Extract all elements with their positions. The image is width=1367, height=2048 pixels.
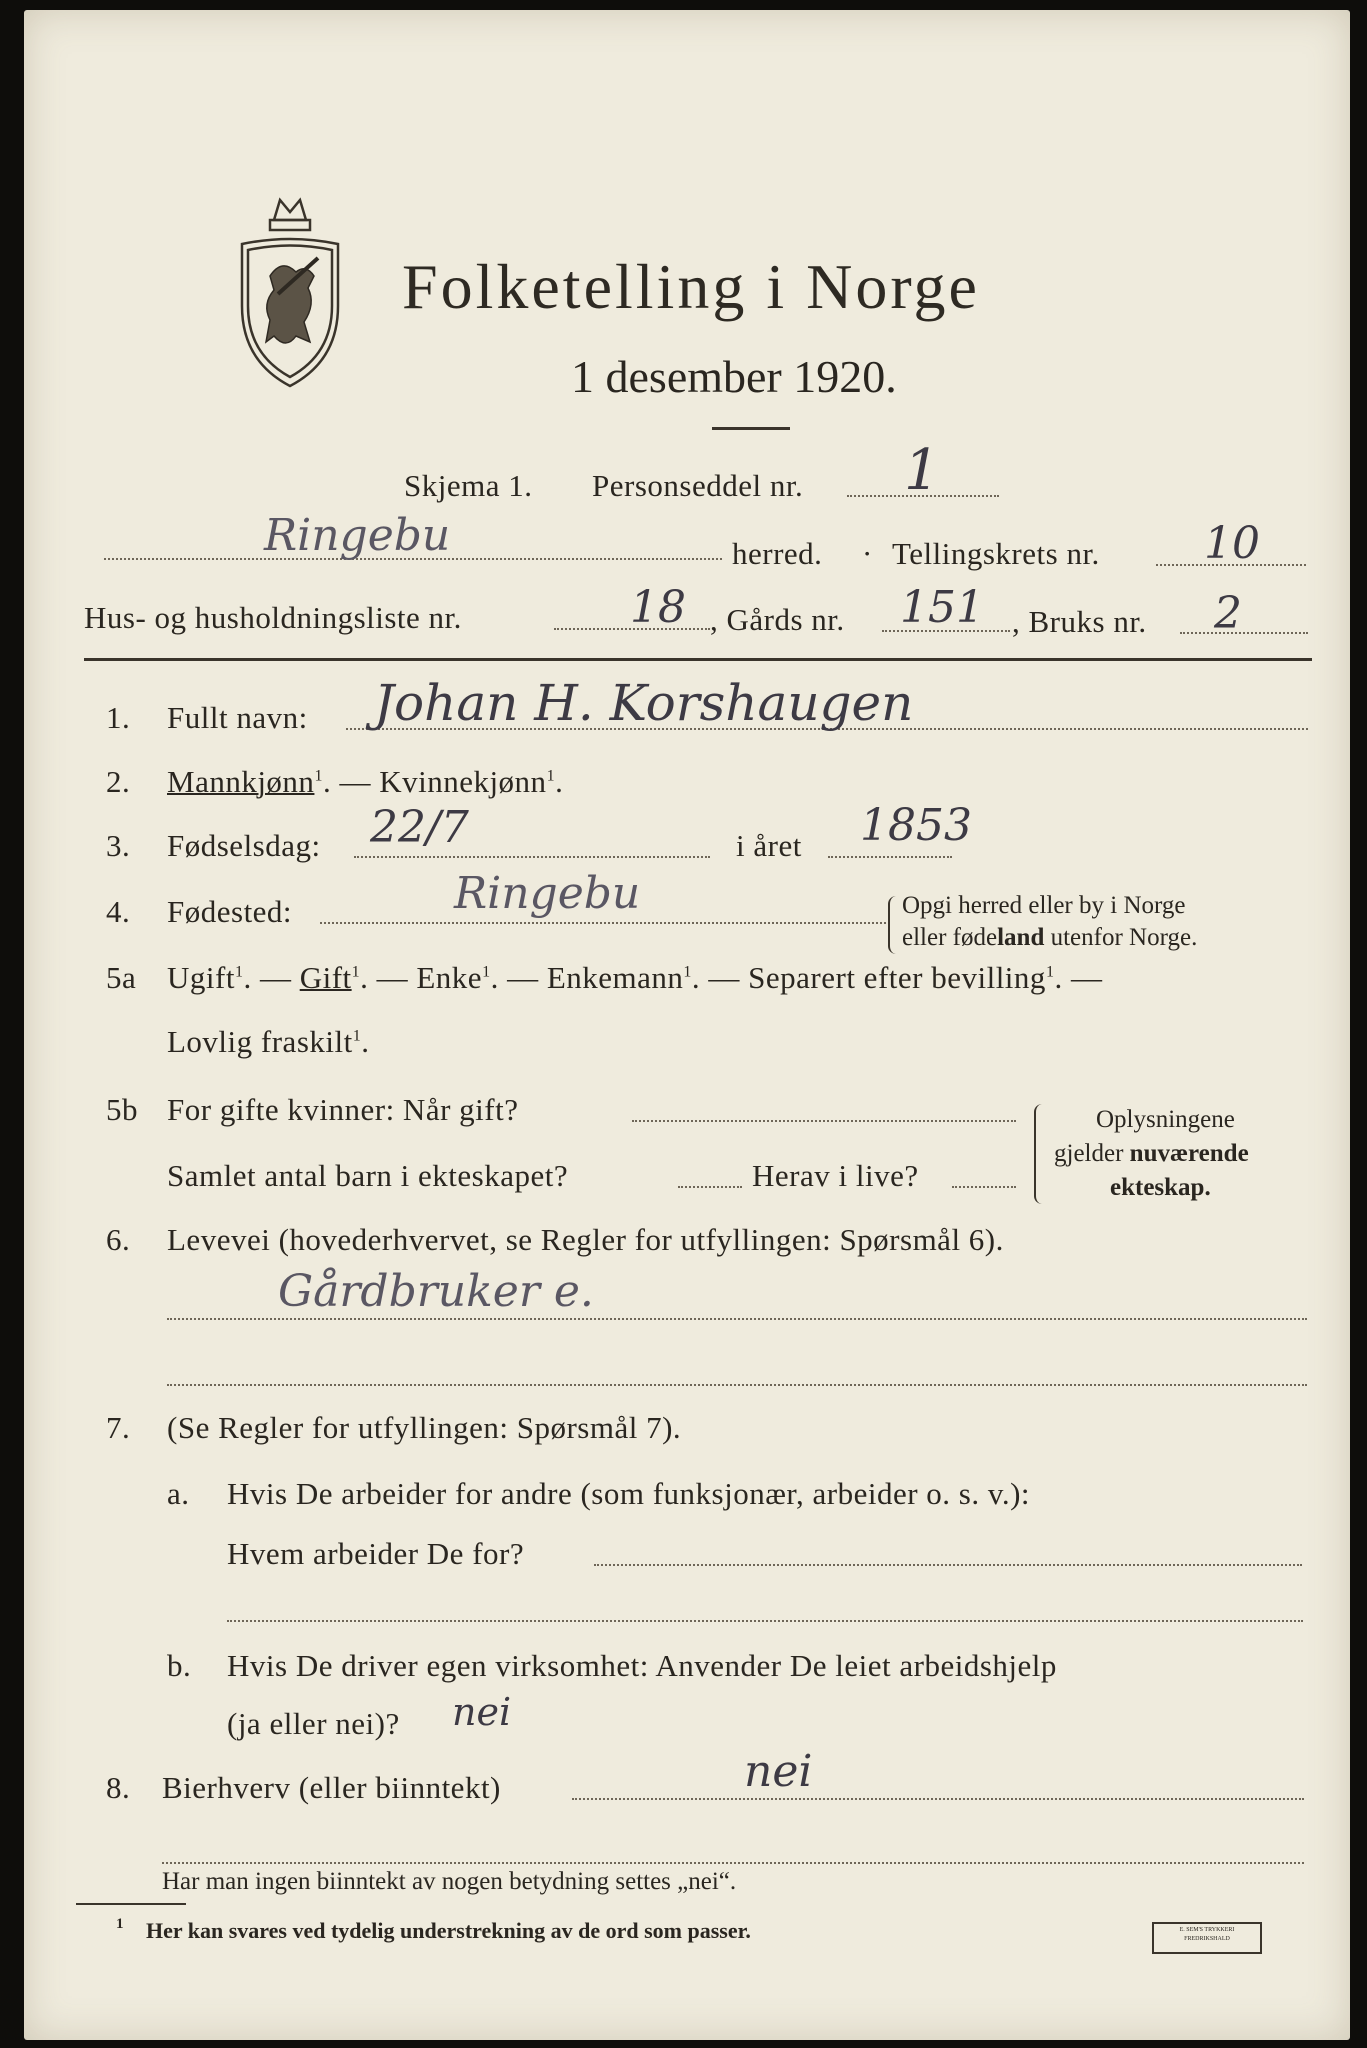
q1-label: Fullt navn: <box>167 700 308 735</box>
q5a-number: 5a <box>106 960 137 995</box>
q5b-label2: Samlet antal barn i ekteskapet? <box>167 1158 569 1193</box>
q5b-note1: Oplysningene <box>1096 1106 1235 1133</box>
herred-value[interactable]: Ringebu <box>264 510 451 561</box>
gards-value[interactable]: 151 <box>900 582 984 633</box>
census-form-page <box>24 10 1350 2040</box>
q3-day-line <box>354 856 710 858</box>
q7a-line1 <box>594 1564 1302 1566</box>
footnote-sup: 1 <box>1045 963 1055 981</box>
ugift-option[interactable]: Ugift <box>167 960 235 995</box>
footnote-sup: 1 <box>546 767 556 785</box>
q7b-number: b. <box>167 1648 192 1683</box>
skjema-label: Skjema 1. <box>404 468 533 503</box>
printer-stamp <box>1152 1922 1262 1954</box>
dash: . — <box>243 960 300 995</box>
dash: . — <box>1054 960 1103 995</box>
hus-label: Hus- og husholdningsliste nr. <box>84 600 462 635</box>
q5a-options <box>167 960 1102 996</box>
q5b-note2a: gjelder <box>1054 1140 1130 1167</box>
q5b-note3: ekteskap. <box>1110 1174 1211 1201</box>
bruks-label: , Bruks nr. <box>1012 604 1147 639</box>
q8-label: Bierhverv (eller biinntekt) <box>162 1770 501 1805</box>
bruks-value[interactable]: 2 <box>1214 588 1242 639</box>
dash: . — <box>490 960 547 995</box>
q3-year-line <box>828 856 952 858</box>
form-title: Folketelling i Norge <box>402 251 980 322</box>
q4-number: 4. <box>106 894 131 929</box>
q8-number: 8. <box>106 1770 131 1805</box>
q1-number: 1. <box>106 700 131 735</box>
gift-option[interactable]: Gift <box>299 960 352 995</box>
q5b-live-line <box>952 1186 1016 1188</box>
q4-note2-c: utenfor Norge. <box>1044 924 1198 951</box>
herred-label: herred. <box>732 536 823 571</box>
printer-line2: FREDRIKSHALD <box>1184 1936 1230 1942</box>
kvinnekjonn-option[interactable]: Kvinnekjønn <box>379 764 547 799</box>
tellingskrets-label: Tellingskrets nr. <box>892 536 1100 571</box>
q4-note-line1: Opgi herred eller by i Norge <box>902 892 1186 919</box>
footnote-sup: 1 <box>683 963 692 981</box>
q1-value[interactable]: Johan H. Korshaugen <box>374 674 914 732</box>
dash: . — <box>691 960 749 995</box>
census-date: 1 desember 1920. <box>571 351 897 402</box>
q6-label: Levevei (hovederhvervet, se Regler for utfyllingen: Spørsmål 6). <box>167 1222 1004 1257</box>
q7b-value[interactable]: nei <box>452 1690 512 1734</box>
q6-value[interactable]: Gårdbruker e. <box>278 1266 594 1317</box>
dash: . — <box>322 764 380 799</box>
q3-year-label: i året <box>736 828 802 863</box>
footnote-sup: 1 <box>234 963 244 981</box>
norwegian-lion-shield-icon <box>234 186 346 396</box>
q4-note2-b: land <box>997 924 1045 951</box>
period: . <box>555 764 564 799</box>
q6-number: 6. <box>106 1222 131 1257</box>
q5a-line2 <box>167 1024 369 1060</box>
q5b-note2b: nuværende <box>1129 1140 1249 1167</box>
q4-value[interactable]: Ringebu <box>454 868 641 919</box>
footnote-sup: 1 <box>351 963 361 981</box>
q5b-note-brace <box>1034 1104 1048 1204</box>
q8-value[interactable]: nei <box>744 1746 813 1797</box>
title-divider <box>712 427 790 430</box>
hus-value[interactable]: 18 <box>630 582 686 633</box>
q4-line-extent <box>320 922 890 924</box>
footnote-text: Her kan svares ved tydelig understrekning av de ord som passer. <box>146 1918 751 1943</box>
footnote-sup: 1 <box>314 767 323 785</box>
q5b-label3: Herav i live? <box>752 1158 919 1193</box>
q7-label: (Se Regler for utfyllingen: Spørsmål 7). <box>167 1410 682 1445</box>
q8-line1 <box>572 1798 1304 1800</box>
bruks-line <box>1180 632 1308 634</box>
q5b-barn-line <box>678 1186 742 1188</box>
footnote-sup: 1 <box>352 1027 362 1045</box>
footnote-sup: 1 <box>482 963 491 981</box>
q3-year-value[interactable]: 1853 <box>860 800 972 851</box>
q8-line2 <box>162 1862 1304 1864</box>
dash: . — <box>360 960 417 995</box>
q7-number: 7. <box>106 1410 131 1445</box>
footer-note: Har man ingen biinntekt av nogen betydning settes „nei“. <box>162 1868 737 1895</box>
q2-options <box>167 764 563 800</box>
q6-line2 <box>167 1384 1307 1386</box>
q2-number: 2. <box>106 764 131 799</box>
q7b-text: Hvis De driver egen virksomhet: Anvender De leiet arbeidshjelp <box>227 1648 1057 1683</box>
q3-number: 3. <box>106 828 131 863</box>
q3-label: Fødselsdag: <box>167 828 321 863</box>
header-divider <box>84 658 1312 661</box>
printer-line1: E. SEM'S TRYKKERI <box>1179 1927 1235 1933</box>
q4-label: Fødested: <box>167 894 293 929</box>
q7a-line2 <box>227 1620 1303 1622</box>
fraskilt-option[interactable]: Lovlig fraskilt <box>167 1024 353 1059</box>
personseddel-value[interactable]: 1 <box>904 438 940 503</box>
q7a-text: Hvis De arbeider for andre (som funksjonær, arbeider o. s. v.): <box>227 1476 1031 1511</box>
q5b-note2 <box>1054 1140 1249 1168</box>
q5b-gift-line <box>632 1120 1016 1122</box>
separator-dot: · <box>862 536 873 571</box>
enke-option[interactable]: Enke <box>416 960 483 995</box>
q4-note-brace <box>888 896 900 954</box>
enkemann-option[interactable]: Enkemann <box>546 960 684 995</box>
footnote-divider <box>76 1903 186 1905</box>
q3-day-value[interactable]: 22/7 <box>370 802 469 853</box>
q4-note-line2 <box>902 924 1197 952</box>
gards-label: , Gårds nr. <box>710 602 845 637</box>
q7a-number: a. <box>167 1476 190 1511</box>
separert-option[interactable]: Separert efter bevilling <box>748 960 1046 995</box>
period: . <box>361 1024 370 1059</box>
q7b-question: (ja eller nei)? <box>227 1706 400 1741</box>
personseddel-label: Personseddel nr. <box>592 468 804 503</box>
q6-line1 <box>167 1318 1307 1320</box>
q7a-question: Hvem arbeider De for? <box>227 1536 525 1571</box>
mannkjonn-option[interactable]: Mannkjønn <box>167 764 315 799</box>
footnote-mark: 1 <box>116 1916 124 1932</box>
q5b-label1: For gifte kvinner: Når gift? <box>167 1092 519 1127</box>
q4-note2-a: eller føde <box>902 924 998 951</box>
q5b-number: 5b <box>106 1092 138 1127</box>
tellingskrets-value[interactable]: 10 <box>1204 518 1260 569</box>
